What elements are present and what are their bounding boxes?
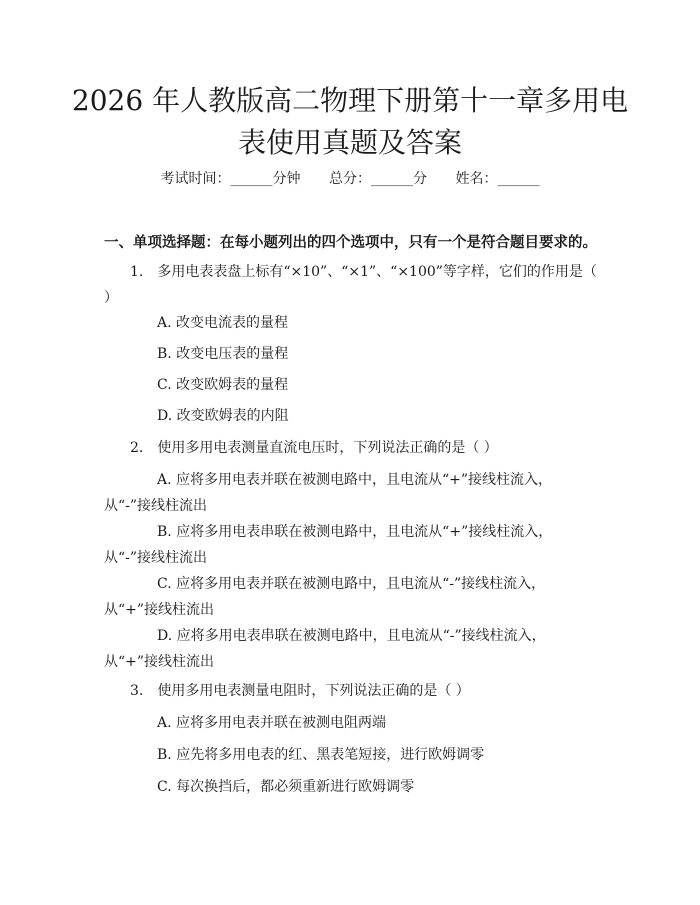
question-1-option-d: D. 改变欧姆表的内阻: [157, 408, 289, 424]
exam-info-line: [0, 168, 700, 188]
question-1-option-b: B. 改变电压表的量程: [157, 346, 289, 362]
question-1-option-a: A. 改变电流表的量程: [157, 315, 289, 331]
question-3-stem: 3. 使用多用电表测量电阻时，下列说法正确的是（ ）: [130, 683, 470, 699]
question-3-option-a: A. 应将多用电表并联在被测电阻两端: [157, 715, 387, 731]
question-1-option-c: C. 改变欧姆表的量程: [157, 377, 289, 393]
student-name-field: 姓名：______: [455, 171, 540, 187]
question-2-option-a: A. 应将多用电表并联在被测电路中，且电流从“+”接线柱流入，从“-”接线柱流出: [104, 472, 553, 514]
question-2-option-c: C. 应将多用电表并联在被测电路中，且电流从“-”接线柱流入，从“+”接线柱流出: [104, 576, 546, 618]
question-3-option-c: C. 每次换挡后，都必须重新进行欧姆调零: [157, 779, 415, 795]
exam-time-field: 考试时间：______分钟: [160, 171, 301, 187]
page-title: 2026 年人教版高二物理下册第十一章多用电表使用真题及答案: [71, 84, 629, 159]
question-2-option-b: B. 应将多用电表串联在被测电路中，且电流从“+”接线柱流入，从“-”接线柱流出: [104, 524, 553, 566]
question-2-stem: 2. 使用多用电表测量直流电压时，下列说法正确的是（ ）: [130, 440, 498, 456]
question-2-option-d: D. 应将多用电表串联在被测电路中，且电流从“-”接线柱流入，从“+”接线柱流出: [104, 628, 546, 670]
question-1-stem: 1. 多用电表表盘上标有“×10”、“×1”、“×100”等字样，它们的作用是（ ）: [104, 264, 597, 306]
question-3-option-b: B. 应先将多用电表的红、黑表笔短接，进行欧姆调零: [157, 747, 485, 763]
section-heading: 一、单项选择题：在每小题列出的四个选项中，只有一个是符合题目要求的。: [104, 235, 597, 251]
total-score-field: 总分：______分: [329, 171, 427, 187]
